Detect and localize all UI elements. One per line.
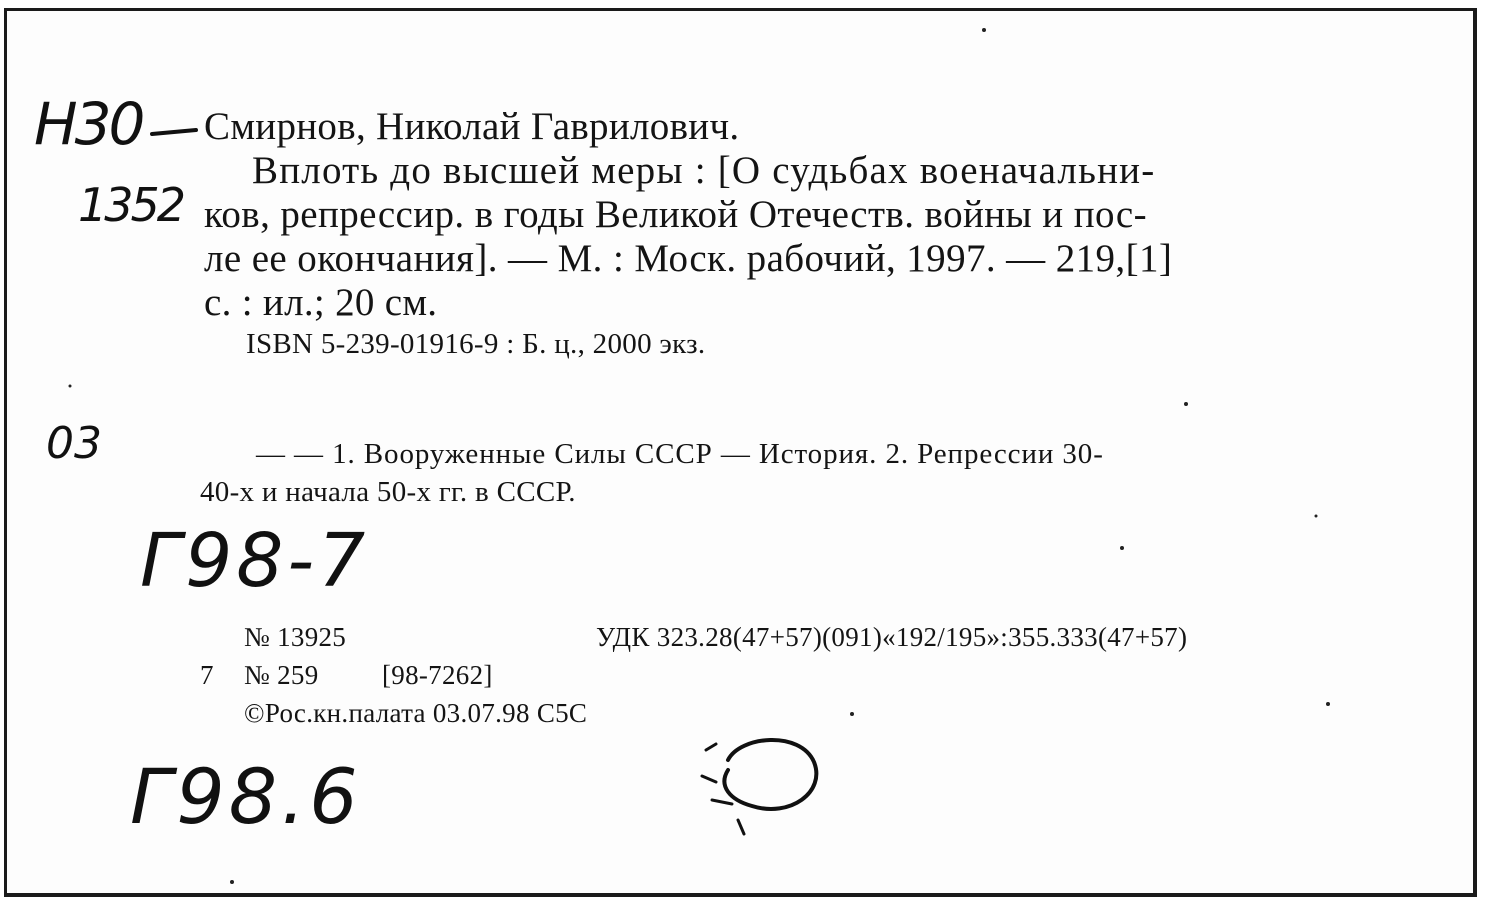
- handwritten-mark-03: 03: [46, 418, 102, 469]
- registry-bracket-number: [98-7262]: [382, 660, 493, 690]
- handwritten-shelfmark-bottom: 1352: [78, 178, 184, 232]
- registry-prefix: 7: [200, 660, 214, 690]
- description-line-1: Вплоть до высшей меры : [О судьбах военачальни-: [252, 149, 1156, 192]
- registry-number-2: № 259: [244, 660, 319, 690]
- handwritten-class-code-2: Г98.6: [130, 752, 362, 841]
- author-heading: Смирнов, Николай Гаврилович.: [204, 105, 740, 148]
- description-line-3: ле ее окончания]. — М. : Моск. рабочий, 1997. — 219,[1]: [204, 237, 1173, 280]
- circle-scribble: [724, 740, 816, 809]
- description-line-4: с. : ил.; 20 см.: [204, 281, 438, 324]
- description-line-2: ков, репрессир. в годы Великой Отечеств. войны и пос-: [204, 193, 1147, 236]
- registry-number-1: № 13925: [244, 622, 347, 652]
- subjects-line-2: 40-х и начала 50-х гг. в СССР.: [200, 476, 576, 508]
- isbn-line: ISBN 5-239-01916-9 : Б. ц., 2000 экз.: [246, 328, 706, 360]
- handwritten-shelfmark-top: Н30: [34, 90, 143, 158]
- book-chamber-line: ©Рос.кн.палата 03.07.98 С5С: [244, 698, 588, 728]
- subjects-line-1: — — 1. Вооруженные Силы СССР — История. 2. Репрессии 30-: [256, 438, 1104, 470]
- udk-index: УДК 323.28(47+57)(091)«192/195»:355.333(47+57): [596, 622, 1188, 652]
- handwritten-class-code-1: Г98-7: [140, 518, 370, 604]
